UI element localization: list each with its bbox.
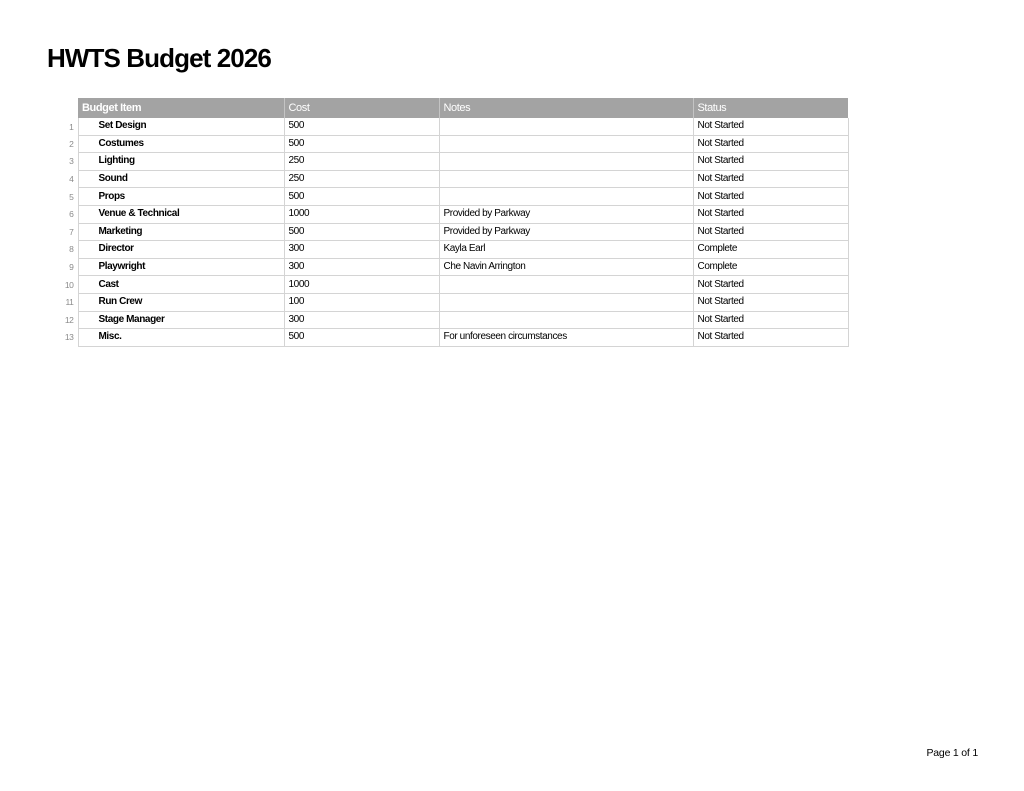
row-number: 1	[69, 121, 74, 132]
status-cell: Not Started	[693, 135, 848, 153]
budget-item-cell: Lighting	[78, 153, 284, 171]
budget-item-cell: Cast	[78, 276, 284, 294]
cost-cell: 500	[284, 135, 439, 153]
notes-cell	[439, 170, 693, 188]
status-cell: Not Started	[693, 311, 848, 329]
status-cell: Not Started	[693, 188, 848, 206]
row-number: 10	[64, 279, 74, 290]
notes-cell	[439, 276, 693, 294]
notes-cell	[439, 311, 693, 329]
status-cell: Not Started	[693, 293, 848, 311]
table-row	[58, 188, 848, 206]
cost-cell: 300	[284, 258, 439, 276]
budget-item-cell: Stage Manager	[78, 311, 284, 329]
cost-cell: 1000	[284, 276, 439, 294]
row-number: 8	[69, 244, 74, 255]
table-row	[58, 118, 848, 135]
row-number: 2	[69, 138, 74, 149]
budget-item-cell: Run Crew	[78, 293, 284, 311]
status-cell: Not Started	[693, 118, 848, 135]
row-number: 7	[69, 226, 74, 237]
cost-cell: 1000	[284, 205, 439, 223]
cost-cell: 500	[284, 118, 439, 135]
notes-cell	[439, 188, 693, 206]
status-cell: Not Started	[693, 223, 848, 241]
status-cell: Not Started	[693, 276, 848, 294]
notes-cell: Che Navin Arrington	[439, 258, 693, 276]
header-cost: Cost	[284, 98, 439, 118]
table-row	[58, 241, 848, 259]
table-row	[58, 258, 848, 276]
row-number: 13	[64, 332, 74, 343]
notes-cell	[439, 293, 693, 311]
header-budget-item: Budget Item	[78, 98, 284, 118]
cost-cell: 100	[284, 293, 439, 311]
budget-item-cell: Set Design	[78, 118, 284, 135]
row-number-header	[58, 98, 78, 118]
cost-cell: 250	[284, 170, 439, 188]
status-cell: Complete	[693, 241, 848, 259]
budget-item-cell: Playwright	[78, 258, 284, 276]
budget-item-cell: Venue & Technical	[78, 205, 284, 223]
budget-item-cell: Props	[78, 188, 284, 206]
notes-cell	[439, 118, 693, 135]
budget-item-cell: Misc.	[78, 329, 284, 347]
budget-table	[58, 98, 849, 347]
cost-cell: 500	[284, 329, 439, 347]
row-number: 5	[69, 191, 74, 202]
row-number: 12	[64, 314, 74, 325]
table-row	[58, 276, 848, 294]
table-row	[58, 329, 848, 347]
page-number-footer: Page 1 of 1	[926, 747, 978, 759]
header-row	[58, 98, 848, 118]
status-cell: Not Started	[693, 170, 848, 188]
table-row	[58, 223, 848, 241]
notes-cell	[439, 153, 693, 171]
document-title: HWTS Budget 2026	[47, 43, 271, 73]
row-number: 9	[69, 262, 74, 273]
table-row	[58, 311, 848, 329]
status-cell: Complete	[693, 258, 848, 276]
budget-item-cell: Sound	[78, 170, 284, 188]
status-cell: Not Started	[693, 205, 848, 223]
header-notes: Notes	[439, 98, 693, 118]
notes-cell: Provided by Parkway	[439, 205, 693, 223]
table-row	[58, 205, 848, 223]
row-number: 6	[69, 209, 74, 220]
table-row	[58, 153, 848, 171]
row-number: 3	[69, 156, 74, 167]
cost-cell: 500	[284, 223, 439, 241]
status-cell: Not Started	[693, 153, 848, 171]
budget-item-cell: Director	[78, 241, 284, 259]
cost-cell: 300	[284, 311, 439, 329]
status-cell: Not Started	[693, 329, 848, 347]
row-number: 11	[65, 297, 74, 308]
table-row	[58, 170, 848, 188]
cost-cell: 250	[284, 153, 439, 171]
table-row	[58, 293, 848, 311]
cost-cell: 500	[284, 188, 439, 206]
budget-item-cell: Costumes	[78, 135, 284, 153]
budget-item-cell: Marketing	[78, 223, 284, 241]
notes-cell	[439, 135, 693, 153]
header-status: Status	[693, 98, 848, 118]
cost-cell: 300	[284, 241, 439, 259]
table-body	[58, 118, 848, 346]
notes-cell: Provided by Parkway	[439, 223, 693, 241]
notes-cell: For unforeseen circumstances	[439, 329, 693, 347]
row-number: 4	[69, 174, 74, 185]
table-row	[58, 135, 848, 153]
notes-cell: Kayla Earl	[439, 241, 693, 259]
